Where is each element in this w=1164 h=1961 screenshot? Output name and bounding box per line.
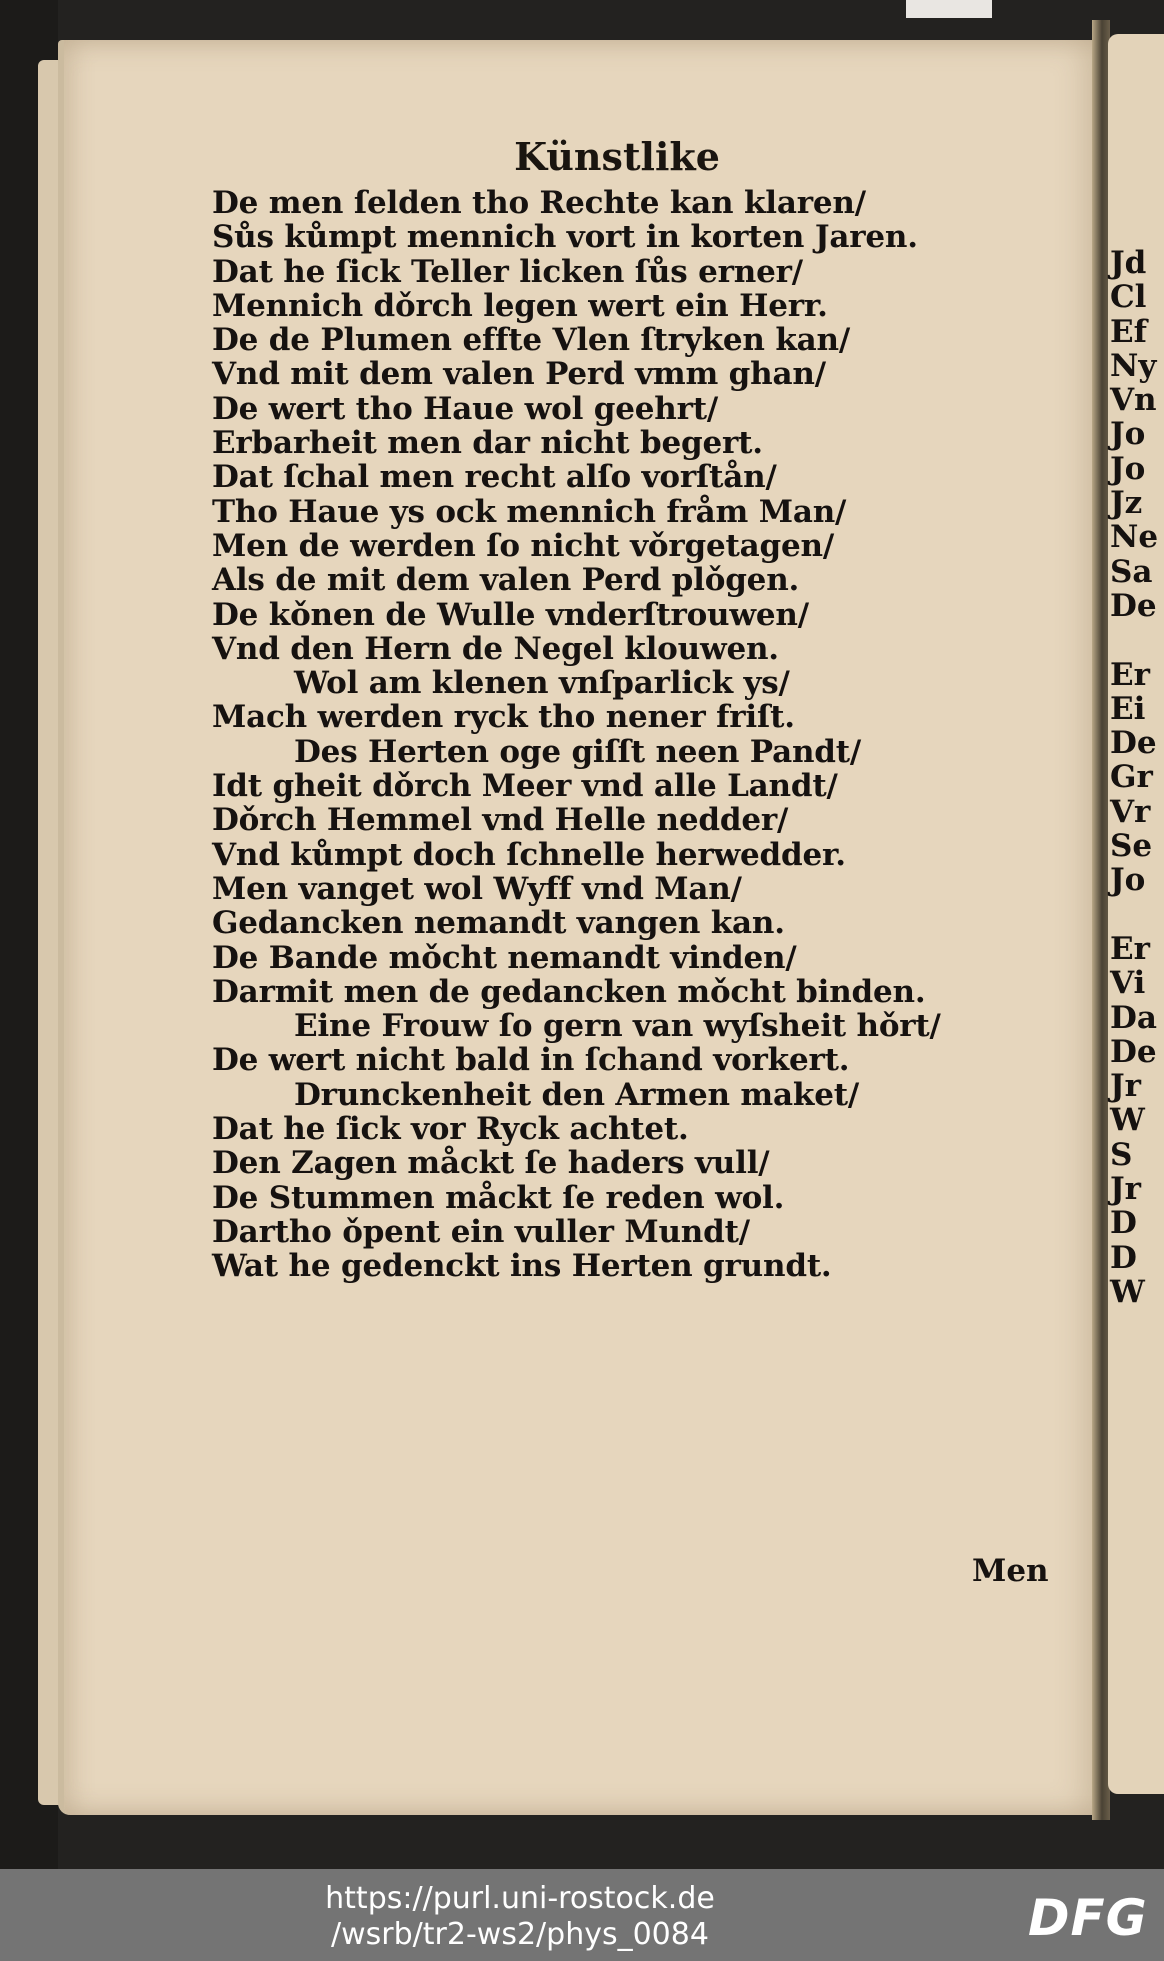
- text-line: Wol am klenen vnſparlick ys/: [294, 665, 790, 702]
- poem-text: [212, 186, 1002, 1284]
- running-header: [0, 134, 1164, 179]
- facing-page-line: Jr: [1110, 1171, 1141, 1208]
- facing-page-line: Vr: [1110, 793, 1151, 830]
- text-line: De kǒnen de Wulle vnderſtrouwen/: [212, 596, 809, 633]
- text-line: De de Plumen effte Vlen ſtryken kan/: [212, 322, 850, 359]
- facing-page-line: [1110, 898, 1158, 932]
- text-line: Eine Frouw ſo gern van wyſsheit hǒrt/: [294, 1008, 941, 1045]
- running-header-title: Künstlike: [514, 134, 720, 179]
- text-line: Sůs kůmpt mennich vort in korten Jaren.: [212, 219, 918, 256]
- text-line: Dartho ǒpent ein vuller Mundt/: [212, 1213, 750, 1250]
- facing-page-line: Er: [1110, 656, 1150, 693]
- catchword: Men: [972, 1553, 1049, 1589]
- text-line: Darmit men de gedancken mǒcht binden.: [212, 973, 926, 1010]
- facing-page-line: W: [1110, 1102, 1145, 1139]
- facing-page-line: Ne: [1110, 519, 1159, 556]
- text-line: Gedancken nemandt vangen kan.: [212, 905, 785, 942]
- dfg-logo: DFG: [1028, 1889, 1148, 1947]
- text-line: Des Herten oge giſſt neen Pandt/: [294, 733, 862, 770]
- text-line: Dat he ſick Teller licken ſůs erner/: [212, 253, 803, 290]
- facing-page-line: Ny: [1110, 347, 1157, 384]
- facing-page-line: Sa: [1110, 553, 1153, 590]
- facing-page-line: Ef: [1110, 313, 1147, 350]
- permalink-line-1[interactable]: https://purl.uni-rostock.de: [325, 1881, 715, 1916]
- text-line: Erbarheit men dar nicht begert.: [212, 425, 763, 462]
- text-line: Dat he ſick vor Ryck achtet.: [212, 1111, 689, 1148]
- facing-page-line: D: [1110, 1239, 1137, 1276]
- facing-page-line: Cl: [1110, 279, 1147, 316]
- viewer-footer: [0, 1869, 1164, 1961]
- facing-page-line: Vi: [1110, 965, 1146, 1002]
- text-line: Mach werden ryck tho nener friſt.: [212, 699, 795, 736]
- facing-page-line: S: [1110, 1136, 1133, 1173]
- facing-page-line: Vn: [1110, 382, 1157, 419]
- facing-page-line: Ei: [1110, 690, 1146, 727]
- facing-page-text: [1110, 246, 1158, 1309]
- text-line: Men de werden ſo nicht vǒrgetagen/: [212, 527, 834, 564]
- text-line: Idt gheit dǒrch Meer vnd alle Landt/: [212, 768, 838, 805]
- text-line: Wat he gedenckt ins Herten grundt.: [212, 1248, 832, 1285]
- text-line: Vnd den Hern de Negel klouwen.: [212, 630, 779, 667]
- text-line: Tho Haue ys ock mennich fråm Man/: [212, 493, 847, 530]
- text-line: Dǒrch Hemmel vnd Helle nedder/: [212, 802, 789, 839]
- text-line: De Bande mǒcht nemandt vinden/: [212, 939, 797, 976]
- facing-page-line: Jo: [1110, 862, 1146, 899]
- text-line: De men ſelden tho Rechte kan klaren/: [212, 185, 866, 221]
- facing-page-line: Jz: [1110, 485, 1143, 522]
- facing-page-line: Jd: [1110, 245, 1147, 281]
- facing-page-line: De: [1110, 725, 1157, 762]
- facing-page-line: Jo: [1110, 450, 1146, 487]
- facing-page-line: W: [1110, 1273, 1145, 1310]
- text-line: Den Zagen måckt ſe haders vull/: [212, 1145, 770, 1182]
- facing-page-line: Da: [1110, 999, 1157, 1036]
- facing-page-line: D: [1110, 1205, 1137, 1242]
- text-line: De wert nicht bald in ſchand vorkert.: [212, 1042, 850, 1079]
- permalink-line-2[interactable]: /wsrb/tr2-ws2/phys_0084: [331, 1917, 709, 1952]
- facing-page-line: [1110, 623, 1158, 657]
- facing-page-line: De: [1110, 587, 1157, 624]
- facing-page-line: Gr: [1110, 759, 1153, 796]
- text-line: De Stummen måckt ſe reden wol.: [212, 1179, 785, 1216]
- text-line: Vnd mit dem valen Perd vmm ghan/: [212, 356, 826, 393]
- text-line: Mennich dǒrch legen wert ein Herr.: [212, 287, 828, 324]
- facing-page-line: Er: [1110, 930, 1150, 967]
- text-line: Men vanget wol Wyff vnd Man/: [212, 870, 742, 907]
- text-line: Vnd kůmpt doch ſchnelle herwedder.: [212, 836, 846, 873]
- text-line: Dat ſchal men recht alſo vorſtån/: [212, 459, 777, 496]
- facing-page-line: Se: [1110, 828, 1153, 865]
- facing-page-line: Jo: [1110, 416, 1146, 453]
- text-line: Drunckenheit den Armen maket/: [294, 1076, 859, 1113]
- scan-edge-strip: [906, 0, 992, 18]
- facing-page-line: De: [1110, 1033, 1157, 1070]
- permalink[interactable]: [260, 1881, 780, 1953]
- text-line: Als de mit dem valen Perd plǒgen.: [212, 562, 800, 599]
- facing-page-line: Jr: [1110, 1068, 1141, 1105]
- text-line: De wert tho Haue wol geehrt/: [212, 390, 718, 427]
